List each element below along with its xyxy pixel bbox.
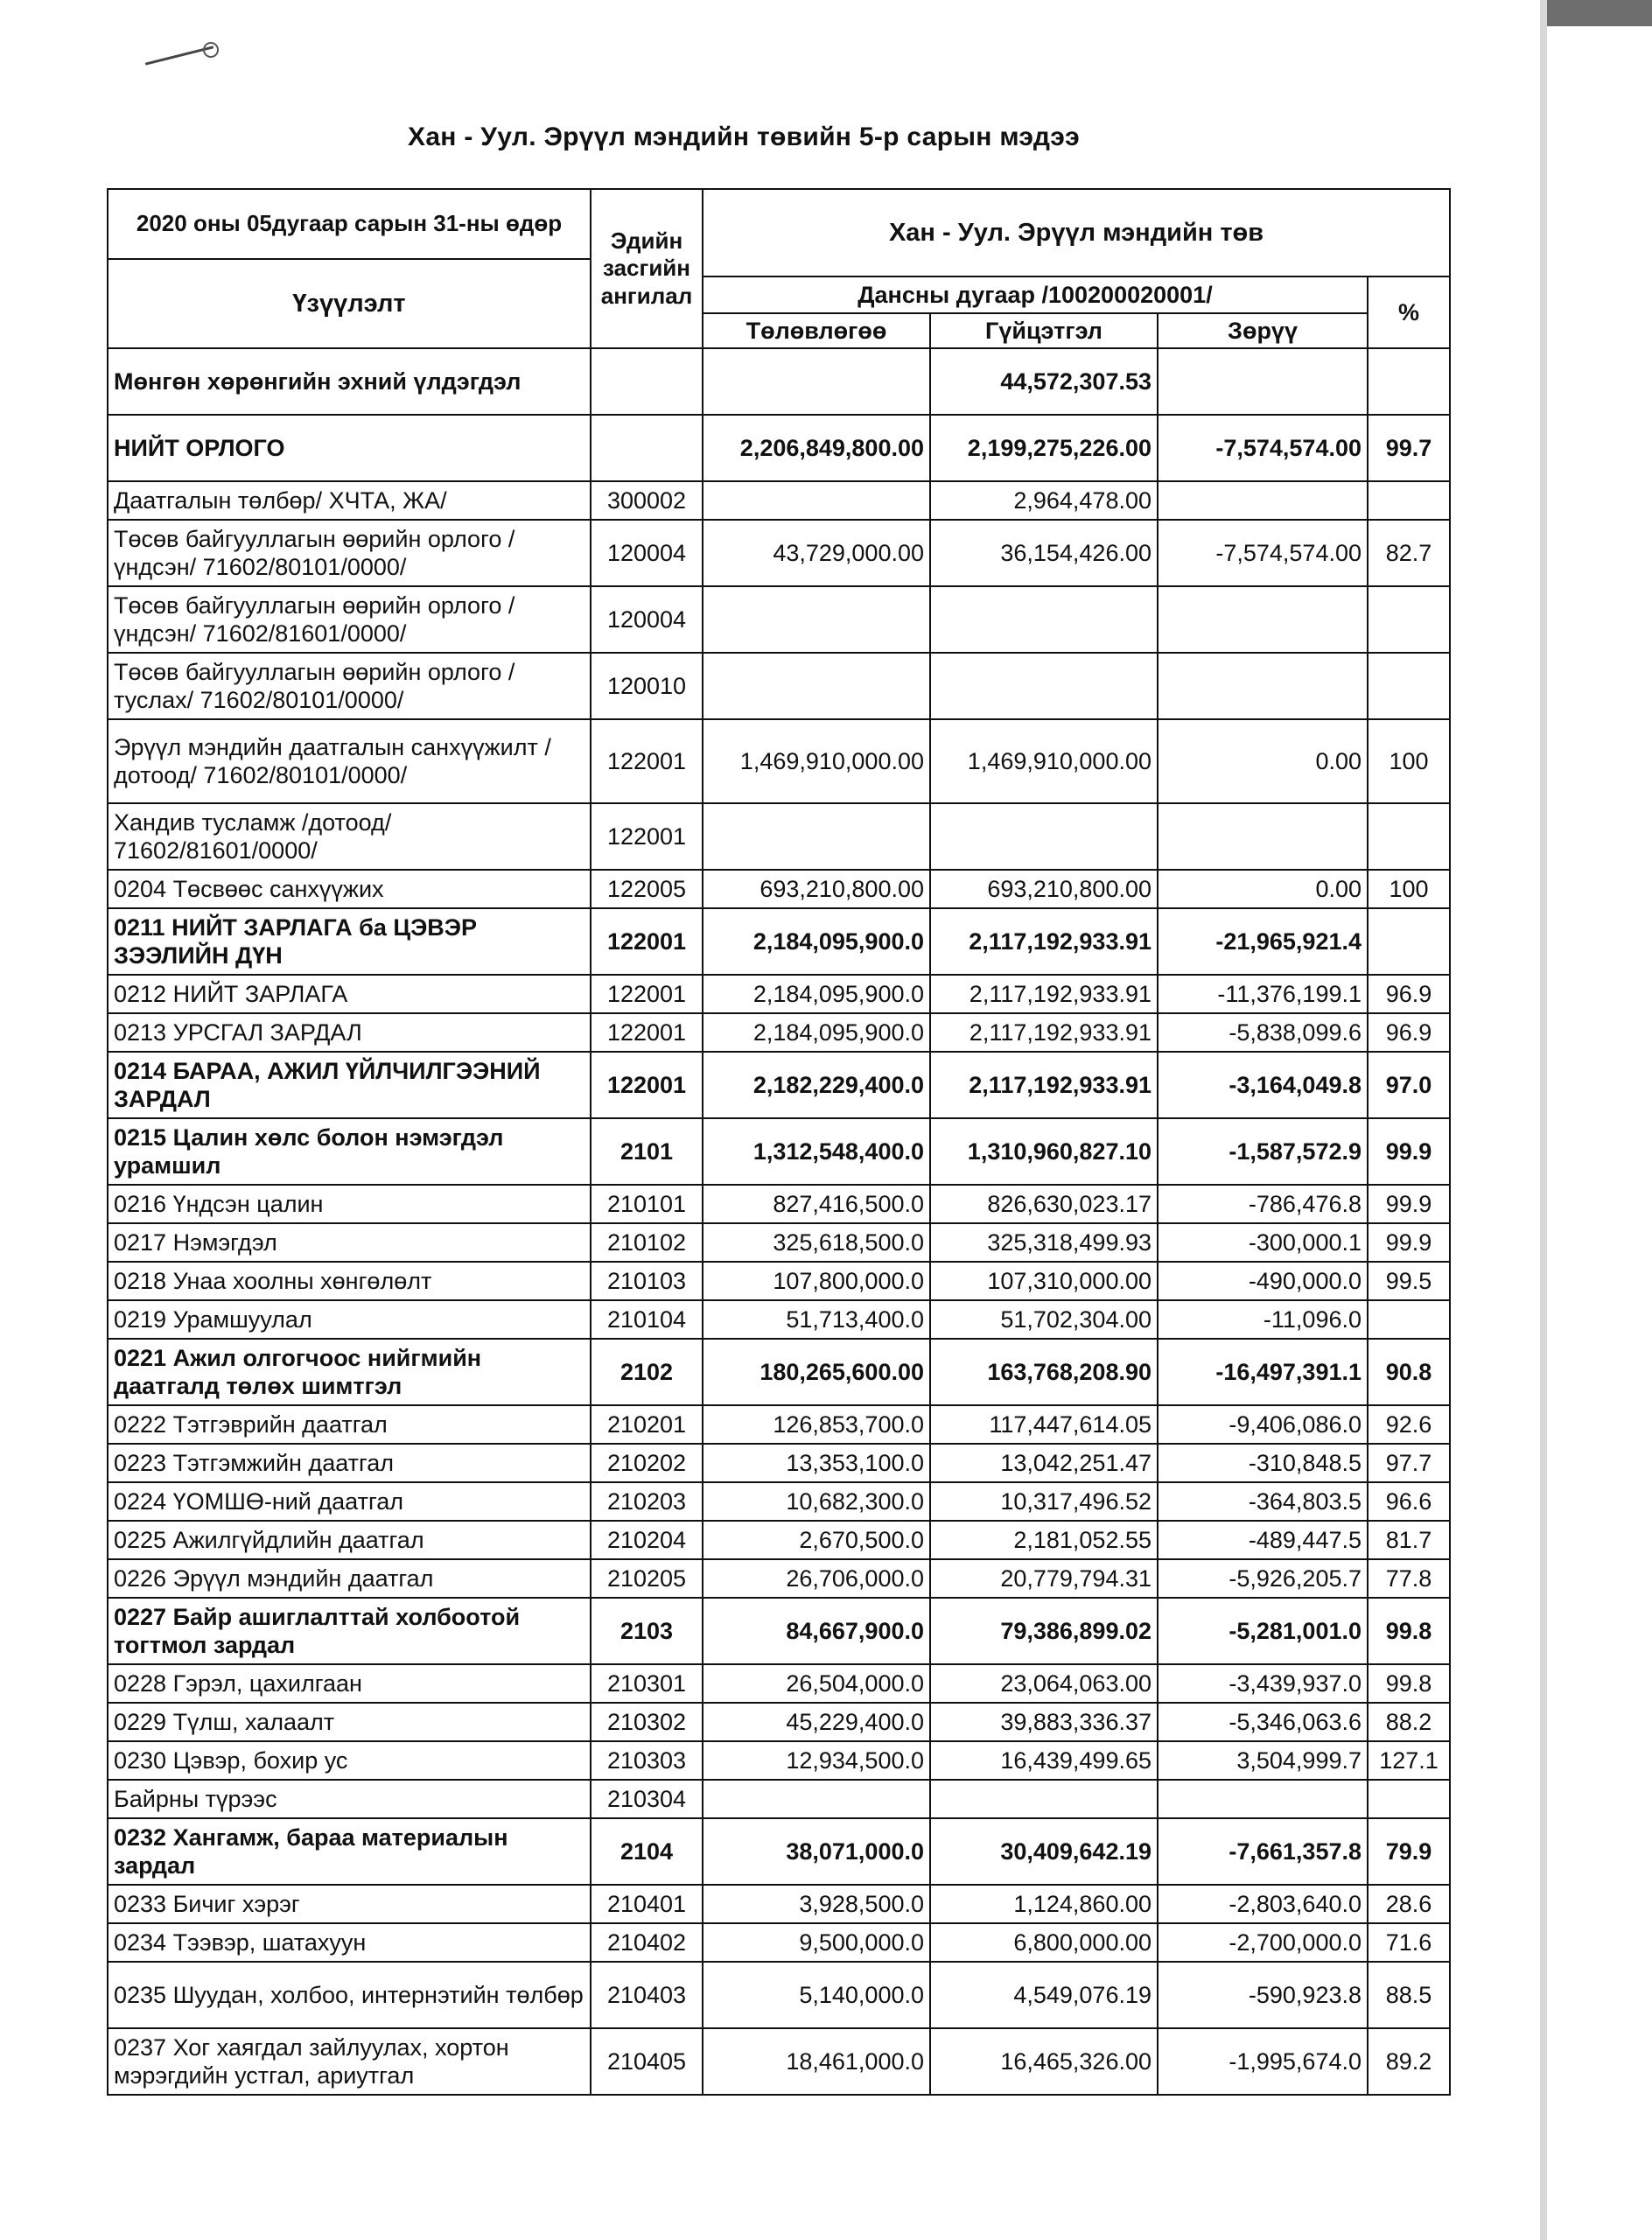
row-percent: 81.7 <box>1368 1521 1450 1559</box>
row-diff: -3,164,049.8 <box>1158 1052 1368 1118</box>
row-plan: 827,416,500.0 <box>703 1185 930 1223</box>
row-code: 210402 <box>591 1923 703 1962</box>
row-plan: 18,461,000.0 <box>703 2028 930 2095</box>
row-plan: 43,729,000.00 <box>703 520 930 586</box>
row-label: 0227 Байр ашиглалттай холбоотой тогтмол зардал <box>108 1598 591 1664</box>
row-actual: 79,386,899.02 <box>930 1598 1158 1664</box>
row-actual <box>930 1780 1158 1818</box>
table-row <box>108 1482 1450 1521</box>
row-percent: 88.5 <box>1368 1962 1450 2028</box>
table-row <box>108 1300 1450 1339</box>
row-label: 0216 Үндсэн цалин <box>108 1185 591 1223</box>
row-plan: 2,206,849,800.00 <box>703 415 930 481</box>
row-plan: 5,140,000.0 <box>703 1962 930 2028</box>
row-label: Мөнгөн хөрөнгийн эхний үлдэгдэл <box>108 348 591 415</box>
row-label: Төсөв байгууллагын өөрийн орлого /туслах/ 71602/80101/0000/ <box>108 653 591 719</box>
row-code: 210102 <box>591 1223 703 1262</box>
table-row <box>108 1664 1450 1703</box>
header-account: Дансны дугаар /100200020001/ <box>703 276 1368 313</box>
table-row <box>108 870 1450 908</box>
row-plan: 2,184,095,900.0 <box>703 1013 930 1052</box>
row-actual: 4,549,076.19 <box>930 1962 1158 2028</box>
row-percent: 88.2 <box>1368 1703 1450 1741</box>
row-plan: 26,706,000.0 <box>703 1559 930 1598</box>
table-row <box>108 975 1450 1013</box>
row-actual: 1,310,960,827.10 <box>930 1118 1158 1185</box>
row-label: 0204 Төсвөөс санхүүжих <box>108 870 591 908</box>
row-actual <box>930 586 1158 653</box>
row-diff: -490,000.0 <box>1158 1262 1368 1300</box>
row-diff: -3,439,937.0 <box>1158 1664 1368 1703</box>
row-label: 0215 Цалин хөлс болон нэмэгдэл урамшил <box>108 1118 591 1185</box>
table-row <box>108 653 1450 719</box>
page-title: Хан - Уул. Эрүүл мэндийн төвийн 5-р сарын мэдээ <box>408 122 1080 151</box>
row-plan: 2,670,500.0 <box>703 1521 930 1559</box>
table-row <box>108 1185 1450 1223</box>
row-percent <box>1368 1780 1450 1818</box>
row-percent: 97.7 <box>1368 1444 1450 1482</box>
row-percent: 96.9 <box>1368 975 1450 1013</box>
row-plan: 2,182,229,400.0 <box>703 1052 930 1118</box>
table-row <box>108 1339 1450 1405</box>
row-plan: 13,353,100.0 <box>703 1444 930 1482</box>
row-diff: -364,803.5 <box>1158 1482 1368 1521</box>
table-row <box>108 520 1450 586</box>
row-actual: 163,768,208.90 <box>930 1339 1158 1405</box>
row-diff: -489,447.5 <box>1158 1521 1368 1559</box>
row-code: 210203 <box>591 1482 703 1521</box>
row-code <box>591 348 703 415</box>
header-indicator: Үзүүлэлт <box>108 259 591 348</box>
row-label: Төсөв байгууллагын өөрийн орлого /үндсэн/ 71602/81601/0000/ <box>108 586 591 653</box>
row-plan: 84,667,900.0 <box>703 1598 930 1664</box>
row-diff: -2,700,000.0 <box>1158 1923 1368 1962</box>
table-row <box>108 1118 1450 1185</box>
table-row <box>108 1223 1450 1262</box>
row-label: 0234 Тээвэр, шатахуун <box>108 1923 591 1962</box>
row-actual: 826,630,023.17 <box>930 1185 1158 1223</box>
row-percent: 97.0 <box>1368 1052 1450 1118</box>
row-plan: 51,713,400.0 <box>703 1300 930 1339</box>
row-code: 2104 <box>591 1818 703 1885</box>
row-code: 122001 <box>591 975 703 1013</box>
row-percent <box>1368 1300 1450 1339</box>
row-actual: 107,310,000.00 <box>930 1262 1158 1300</box>
row-actual: 2,117,192,933.91 <box>930 975 1158 1013</box>
table-row <box>108 803 1450 870</box>
row-diff <box>1158 653 1368 719</box>
row-plan: 9,500,000.0 <box>703 1923 930 1962</box>
row-plan <box>703 803 930 870</box>
row-label: 0217 Нэмэгдэл <box>108 1223 591 1262</box>
row-code: 210405 <box>591 2028 703 2095</box>
row-percent: 127.1 <box>1368 1741 1450 1780</box>
row-code: 210103 <box>591 1262 703 1300</box>
header-classification: Эдийн засгийн ангилал <box>591 189 703 348</box>
row-actual: 51,702,304.00 <box>930 1300 1158 1339</box>
table-row <box>108 1262 1450 1300</box>
row-code: 122005 <box>591 870 703 908</box>
row-percent: 99.8 <box>1368 1664 1450 1703</box>
row-actual <box>930 803 1158 870</box>
row-diff: -7,574,574.00 <box>1158 520 1368 586</box>
row-actual: 16,439,499.65 <box>930 1741 1158 1780</box>
row-code: 210302 <box>591 1703 703 1741</box>
table-row <box>108 1962 1450 2028</box>
row-diff: -7,661,357.8 <box>1158 1818 1368 1885</box>
row-percent: 79.9 <box>1368 1818 1450 1885</box>
row-code: 122001 <box>591 908 703 975</box>
scan-edge <box>1540 0 1547 2240</box>
row-percent: 28.6 <box>1368 1885 1450 1923</box>
row-percent: 99.9 <box>1368 1118 1450 1185</box>
row-percent: 100 <box>1368 870 1450 908</box>
table-row <box>108 1444 1450 1482</box>
table-row <box>108 1052 1450 1118</box>
row-plan <box>703 348 930 415</box>
report-body <box>108 348 1450 2095</box>
row-diff: -1,587,572.9 <box>1158 1118 1368 1185</box>
row-plan: 1,469,910,000.00 <box>703 719 930 803</box>
row-code: 2101 <box>591 1118 703 1185</box>
row-label: Эрүүл мэндийн даатгалын санхүүжилт /дотоод/ 71602/80101/0000/ <box>108 719 591 803</box>
row-code: 300002 <box>591 481 703 520</box>
row-label: НИЙТ ОРЛОГО <box>108 415 591 481</box>
row-diff: 3,504,999.7 <box>1158 1741 1368 1780</box>
row-plan: 2,184,095,900.0 <box>703 975 930 1013</box>
table-row <box>108 348 1450 415</box>
row-code: 210104 <box>591 1300 703 1339</box>
table-row <box>108 586 1450 653</box>
header-percent: % <box>1368 276 1450 348</box>
row-actual: 30,409,642.19 <box>930 1818 1158 1885</box>
row-actual: 20,779,794.31 <box>930 1559 1158 1598</box>
table-row <box>108 1885 1450 1923</box>
row-actual: 36,154,426.00 <box>930 520 1158 586</box>
row-diff <box>1158 481 1368 520</box>
row-label: Хандив тусламж /дотоод/ 71602/81601/0000/ <box>108 803 591 870</box>
row-code: 122001 <box>591 803 703 870</box>
row-actual: 2,117,192,933.91 <box>930 1052 1158 1118</box>
row-percent: 96.9 <box>1368 1013 1450 1052</box>
row-code: 210303 <box>591 1741 703 1780</box>
row-plan: 126,853,700.0 <box>703 1405 930 1444</box>
row-label: 0230 Цэвэр, бохир ус <box>108 1741 591 1780</box>
row-actual: 13,042,251.47 <box>930 1444 1158 1482</box>
row-actual: 39,883,336.37 <box>930 1703 1158 1741</box>
row-percent: 99.9 <box>1368 1223 1450 1262</box>
table-row <box>108 1405 1450 1444</box>
row-label: 0224 ҮОМШӨ-ний даатгал <box>108 1482 591 1521</box>
row-percent <box>1368 908 1450 975</box>
row-percent: 92.6 <box>1368 1405 1450 1444</box>
row-label: 0214 БАРАА, АЖИЛ ҮЙЛЧИЛГЭЭНИЙ ЗАРДАЛ <box>108 1052 591 1118</box>
row-actual: 2,199,275,226.00 <box>930 415 1158 481</box>
row-diff: -16,497,391.1 <box>1158 1339 1368 1405</box>
row-diff: -300,000.1 <box>1158 1223 1368 1262</box>
row-code <box>591 415 703 481</box>
row-percent: 77.8 <box>1368 1559 1450 1598</box>
table-row <box>108 1923 1450 1962</box>
row-code: 210205 <box>591 1559 703 1598</box>
row-actual: 2,964,478.00 <box>930 481 1158 520</box>
row-diff: 0.00 <box>1158 719 1368 803</box>
row-label: 0225 Ажилгүйдлийн даатгал <box>108 1521 591 1559</box>
row-diff: -5,346,063.6 <box>1158 1703 1368 1741</box>
row-plan <box>703 1780 930 1818</box>
row-label: 0226 Эрүүл мэндийн даатгал <box>108 1559 591 1598</box>
row-code: 210201 <box>591 1405 703 1444</box>
row-code: 122001 <box>591 719 703 803</box>
row-actual: 6,800,000.00 <box>930 1923 1158 1962</box>
row-actual: 16,465,326.00 <box>930 2028 1158 2095</box>
row-diff: -2,803,640.0 <box>1158 1885 1368 1923</box>
row-plan: 45,229,400.0 <box>703 1703 930 1741</box>
table-row <box>108 1780 1450 1818</box>
header-date: 2020 оны 05дугаар сарын 31-ны өдөр <box>108 189 591 259</box>
row-actual: 1,469,910,000.00 <box>930 719 1158 803</box>
row-actual: 23,064,063.00 <box>930 1664 1158 1703</box>
row-percent: 100 <box>1368 719 1450 803</box>
row-diff: 0.00 <box>1158 870 1368 908</box>
row-percent: 99.7 <box>1368 415 1450 481</box>
row-label: 0222 Тэтгэврийн даатгал <box>108 1405 591 1444</box>
row-label: 0229 Түлш, халаалт <box>108 1703 591 1741</box>
row-percent: 96.6 <box>1368 1482 1450 1521</box>
row-plan: 38,071,000.0 <box>703 1818 930 1885</box>
row-diff: -5,926,205.7 <box>1158 1559 1368 1598</box>
row-code: 210403 <box>591 1962 703 2028</box>
row-label: 0218 Унаа хоолны хөнгөлөлт <box>108 1262 591 1300</box>
row-actual: 2,117,192,933.91 <box>930 1013 1158 1052</box>
row-diff: -5,281,001.0 <box>1158 1598 1368 1664</box>
row-label: 0212 НИЙТ ЗАРЛАГА <box>108 975 591 1013</box>
table-row <box>108 719 1450 803</box>
row-diff <box>1158 586 1368 653</box>
row-label: 0221 Ажил олгогчоос нийгмийн даатгалд төлөх шимтгэл <box>108 1339 591 1405</box>
row-plan <box>703 653 930 719</box>
row-percent: 90.8 <box>1368 1339 1450 1405</box>
header-plan: Төлөвлөгөө <box>703 313 930 348</box>
row-plan <box>703 481 930 520</box>
table-row <box>108 1013 1450 1052</box>
row-code: 2102 <box>591 1339 703 1405</box>
row-label: Байрны түрээс <box>108 1780 591 1818</box>
row-code: 122001 <box>591 1013 703 1052</box>
row-code: 2103 <box>591 1598 703 1664</box>
row-diff: -786,476.8 <box>1158 1185 1368 1223</box>
row-code: 210304 <box>591 1780 703 1818</box>
row-plan: 693,210,800.00 <box>703 870 930 908</box>
row-diff: -21,965,921.4 <box>1158 908 1368 975</box>
row-percent <box>1368 481 1450 520</box>
header-diff: Зөрүү <box>1158 313 1368 348</box>
row-actual: 44,572,307.53 <box>930 348 1158 415</box>
row-plan: 12,934,500.0 <box>703 1741 930 1780</box>
row-actual: 117,447,614.05 <box>930 1405 1158 1444</box>
row-label: 0219 Урамшуулал <box>108 1300 591 1339</box>
row-label: 0235 Шуудан, холбоо, интернэтийн төлбөр <box>108 1962 591 2028</box>
row-code: 210401 <box>591 1885 703 1923</box>
row-plan: 3,928,500.0 <box>703 1885 930 1923</box>
row-code: 210202 <box>591 1444 703 1482</box>
row-diff: -7,574,574.00 <box>1158 415 1368 481</box>
row-actual <box>930 653 1158 719</box>
report-table <box>107 188 1451 2096</box>
row-percent: 82.7 <box>1368 520 1450 586</box>
row-percent <box>1368 348 1450 415</box>
row-plan: 1,312,548,400.0 <box>703 1118 930 1185</box>
row-percent: 99.8 <box>1368 1598 1450 1664</box>
scan-corner-shadow <box>1547 0 1652 26</box>
table-row <box>108 1521 1450 1559</box>
row-label: 0237 Хог хаягдал зайлуулах, хортон мэрэгдийн устгал, ариутгал <box>108 2028 591 2095</box>
row-actual: 10,317,496.52 <box>930 1482 1158 1521</box>
table-row <box>108 2028 1450 2095</box>
row-percent: 71.6 <box>1368 1923 1450 1962</box>
row-diff: -11,376,199.1 <box>1158 975 1368 1013</box>
row-diff: -310,848.5 <box>1158 1444 1368 1482</box>
row-diff <box>1158 1780 1368 1818</box>
row-percent: 99.9 <box>1368 1185 1450 1223</box>
row-plan: 107,800,000.0 <box>703 1262 930 1300</box>
row-plan: 180,265,600.00 <box>703 1339 930 1405</box>
row-code: 210204 <box>591 1521 703 1559</box>
row-label: Даатгалын төлбөр/ ХЧТА, ЖА/ <box>108 481 591 520</box>
row-actual: 325,318,499.93 <box>930 1223 1158 1262</box>
table-row <box>108 1741 1450 1780</box>
row-actual: 693,210,800.00 <box>930 870 1158 908</box>
table-row <box>108 1818 1450 1885</box>
header-actual: Гүйцэтгэл <box>930 313 1158 348</box>
table-row <box>108 415 1450 481</box>
row-label: 0223 Тэтгэмжийн даатгал <box>108 1444 591 1482</box>
row-label: Төсөв байгууллагын өөрийн орлого /үндсэн/ 71602/80101/0000/ <box>108 520 591 586</box>
table-row <box>108 481 1450 520</box>
row-percent <box>1368 653 1450 719</box>
row-plan: 10,682,300.0 <box>703 1482 930 1521</box>
row-label: 0213 УРСГАЛ ЗАРДАЛ <box>108 1013 591 1052</box>
row-label: 0233 Бичиг хэрэг <box>108 1885 591 1923</box>
row-diff: -5,838,099.6 <box>1158 1013 1368 1052</box>
table-row <box>108 1559 1450 1598</box>
pen-mark-loop <box>203 42 219 58</box>
row-label: 0211 НИЙТ ЗАРЛАГА ба ЦЭВЭР ЗЭЭЛИЙН ДҮН <box>108 908 591 975</box>
row-code: 210101 <box>591 1185 703 1223</box>
row-code: 120010 <box>591 653 703 719</box>
row-percent <box>1368 586 1450 653</box>
row-plan: 325,618,500.0 <box>703 1223 930 1262</box>
row-percent: 99.5 <box>1368 1262 1450 1300</box>
row-diff: -11,096.0 <box>1158 1300 1368 1339</box>
row-percent: 89.2 <box>1368 2028 1450 2095</box>
row-code: 120004 <box>591 520 703 586</box>
row-diff: -1,995,674.0 <box>1158 2028 1368 2095</box>
row-diff: -590,923.8 <box>1158 1962 1368 2028</box>
row-plan <box>703 586 930 653</box>
row-actual: 2,117,192,933.91 <box>930 908 1158 975</box>
table-row <box>108 908 1450 975</box>
row-code: 122001 <box>591 1052 703 1118</box>
row-code: 120004 <box>591 586 703 653</box>
row-diff <box>1158 803 1368 870</box>
row-percent <box>1368 803 1450 870</box>
table-row <box>108 1598 1450 1664</box>
row-diff <box>1158 348 1368 415</box>
row-actual: 2,181,052.55 <box>930 1521 1158 1559</box>
row-diff: -9,406,086.0 <box>1158 1405 1368 1444</box>
row-actual: 1,124,860.00 <box>930 1885 1158 1923</box>
header-org: Хан - Уул. Эрүүл мэндийн төв <box>703 189 1450 276</box>
table-row <box>108 1703 1450 1741</box>
row-plan: 26,504,000.0 <box>703 1664 930 1703</box>
row-label: 0228 Гэрэл, цахилгаан <box>108 1664 591 1703</box>
row-label: 0232 Хангамж, бараа материалын зардал <box>108 1818 591 1885</box>
row-plan: 2,184,095,900.0 <box>703 908 930 975</box>
row-code: 210301 <box>591 1664 703 1703</box>
